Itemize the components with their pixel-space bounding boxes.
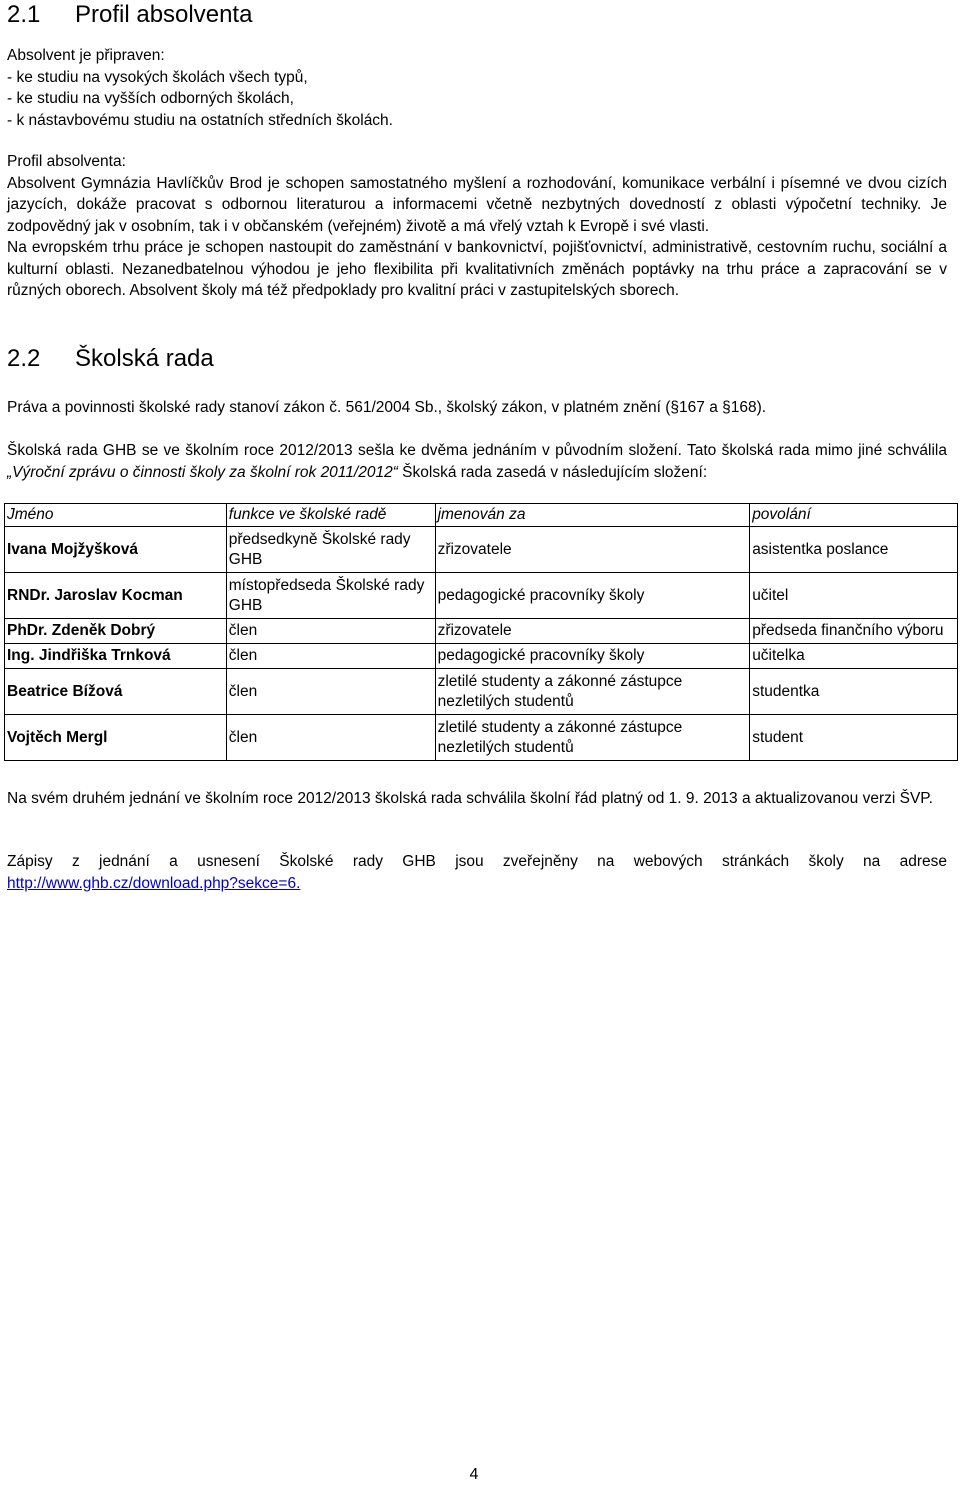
section-number: 2.1 <box>7 1 41 28</box>
member-role: člen <box>226 669 435 715</box>
member-name: RNDr. Jaroslav Kocman <box>5 573 227 619</box>
table-header-row <box>5 504 958 527</box>
member-name: Vojtěch Mergl <box>5 715 227 761</box>
member-role: člen <box>226 644 435 669</box>
member-name: PhDr. Zdeněk Dobrý <box>5 619 227 644</box>
member-occupation: student <box>750 715 958 761</box>
table-row <box>5 527 958 573</box>
profile-text <box>7 151 947 302</box>
minutes-link[interactable]: http://www.ghb.cz/download.php?sekce=6. <box>7 874 301 892</box>
member-appointed-by: zřizovatele <box>435 527 750 573</box>
prepared-list <box>7 45 393 131</box>
table-row <box>5 715 958 761</box>
section-number: 2.2 <box>7 345 41 372</box>
member-appointed-by: zletilé studenty a zákonné zástupce nezletilých studentů <box>435 715 750 761</box>
page-number: 4 <box>469 1466 479 1483</box>
member-name: Beatrice Bížová <box>5 669 227 715</box>
board-members-table <box>4 503 958 761</box>
member-occupation: učitelka <box>750 644 958 669</box>
member-name: Ivana Mojžyšková <box>5 527 227 573</box>
prepared-intro: Absolvent je připraven: <box>7 47 165 64</box>
table-row <box>5 644 958 669</box>
member-appointed-by: zřizovatele <box>435 619 750 644</box>
section-heading-school-board <box>7 344 214 374</box>
member-occupation: asistentka poslance <box>750 527 958 573</box>
member-role: člen <box>226 619 435 644</box>
profile-paragraph: Na evropském trhu práce je schopen nastoupit do zaměstnání v bankovnictví, pojišťovnictví, administrativě, cestovním ruchu, sociální a kulturní oblasti. Nezanedbatelnou výhodou je jeho flexibilita při kvalitativních změnách poptávky na trhu práce a zapracování se v různých oborech. Absolvent školy má též předpoklady pro kvalitní práci v zastupitelských sborech. <box>7 239 947 299</box>
section-heading-profile <box>7 0 252 30</box>
minutes-paragraph <box>7 851 947 894</box>
second-meeting-text: Na svém druhém jednání ve školním roce 2012/2013 školská rada schválila školní řád platný od 1. 9. 2013 a aktualizovanou verzi ŠVP. <box>7 790 933 807</box>
member-role: předsedkyně Školské rady GHB <box>226 527 435 573</box>
prepared-item: - ke studiu na vysokých školách všech typů, <box>7 68 308 86</box>
column-header: povolání <box>750 504 958 527</box>
table-row <box>5 619 958 644</box>
section-title: Školská rada <box>75 345 214 372</box>
table-row <box>5 669 958 715</box>
column-header: Jméno <box>5 504 227 527</box>
table-row <box>5 573 958 619</box>
member-occupation: učitel <box>750 573 958 619</box>
member-role: místopředseda Školské rady GHB <box>226 573 435 619</box>
prepared-item: - ke studiu na vyšších odborných školách, <box>7 90 294 107</box>
column-header: jmenován za <box>435 504 750 527</box>
section-title: Profil absolventa <box>75 1 253 28</box>
member-appointed-by: pedagogické pracovníky školy <box>435 644 750 669</box>
column-header: funkce ve školské radě <box>226 504 435 527</box>
member-occupation: studentka <box>750 669 958 715</box>
member-appointed-by: zletilé studenty a zákonné zástupce nezletilých studentů <box>435 669 750 715</box>
minutes-text: Zápisy z jednání a usnesení Školské rady GHB jsou zveřejněny na webových stránkách školy na adrese <box>7 853 947 870</box>
board-rights: Práva a povinnosti školské rady stanoví zákon č. 561/2004 Sb., školský zákon, v platném znění (§167 a §168). <box>7 399 767 416</box>
prepared-item: - k nástavbovému studiu na ostatních středních školách. <box>7 111 393 129</box>
member-occupation: předseda finančního výboru <box>750 619 958 644</box>
annual-report-title: „Výroční zprávu o činnosti školy za školní rok 2011/2012“ <box>7 463 398 481</box>
profile-paragraph: Absolvent Gymnázia Havlíčkův Brod je schopen samostatného myšlení a rozhodování, komunikace verbální i písemné ve dvou cizích jazycích, dokáže pracovat s odbornou literaturou a informacemi včetně nezbytných dovedností z oblasti výpočetní techniky. Je zodpovědný jak v osobním, tak i v občanském (veřejném) životě a má vřelý vztah k Evropě i své vlasti. <box>7 174 947 235</box>
profile-label: Profil absolventa: <box>7 153 126 170</box>
board-approved: Školská rada GHB se ve školním roce 2012/2013 sešla ke dvěma jednáním v původním složení. Tato školská rada mimo jiné schválila „Výroční zprávu o činnosti školy za školní rok 2011/2012“ Školská rada zasedá v následujícím složení: <box>7 442 947 481</box>
member-appointed-by: pedagogické pracovníky školy <box>435 573 750 619</box>
member-role: člen <box>226 715 435 761</box>
member-name: Ing. Jindřiška Trnková <box>5 644 227 669</box>
